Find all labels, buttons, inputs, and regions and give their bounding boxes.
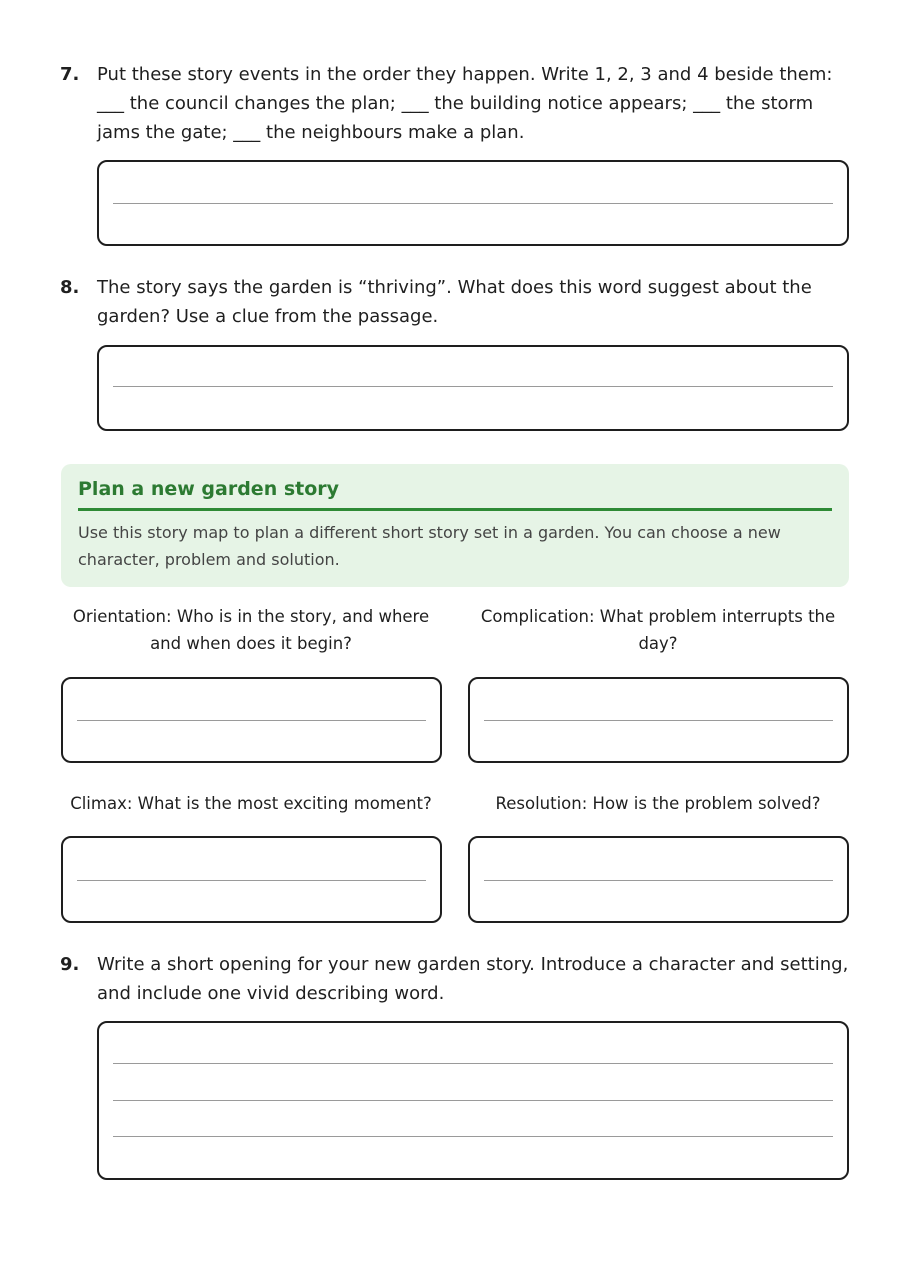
answer-line [113,1063,833,1064]
answer-line [113,1100,833,1101]
answer-line [113,386,833,387]
answer-box-q7[interactable] [97,160,849,246]
resolution-box[interactable] [468,836,849,923]
answer-line [77,720,426,721]
question-number: 9. [60,954,80,975]
complication-box[interactable] [468,677,849,763]
question-8 [60,273,850,331]
orientation-prompt: Orientation: Who is in the story, and where and when does it begin? [72,607,430,653]
answer-line [484,880,833,881]
complication-prompt: Complication: What problem interrupts the day? [480,607,836,653]
answer-line [113,1136,833,1137]
question-9 [60,950,850,1008]
answer-line [77,880,426,881]
answer-line [113,203,833,204]
question-text: Write a short opening for your new garden story. Introduce a character and setting, and include one vivid describing word. [97,954,849,1004]
question-number: 8. [60,277,80,298]
resolution-prompt: Resolution: How is the problem solved? [495,794,821,813]
question-number: 7. [60,64,80,85]
answer-line [484,720,833,721]
orientation-box[interactable] [61,677,442,763]
panel-title: Plan a new garden story [78,478,832,511]
question-7 [60,60,850,147]
question-text: Put these story events in the order they happen. Write 1, 2, 3 and 4 beside them: ___ the council changes the plan; ___ the building notice appears; ___ the storm jams the gate; ___ the neighbours make a plan. [97,64,833,143]
question-text: The story says the garden is “thriving”. What does this word suggest about the garden? Use a clue from the passage. [97,277,812,327]
answer-box-q8[interactable] [97,345,849,431]
plan-panel [61,464,849,587]
panel-instructions: Use this story map to plan a different short story set in a garden. You can choose a new character, problem and solution. [78,523,781,569]
climax-prompt: Climax: What is the most exciting moment? [70,794,432,813]
answer-box-q9[interactable] [97,1021,849,1180]
climax-box[interactable] [61,836,442,923]
